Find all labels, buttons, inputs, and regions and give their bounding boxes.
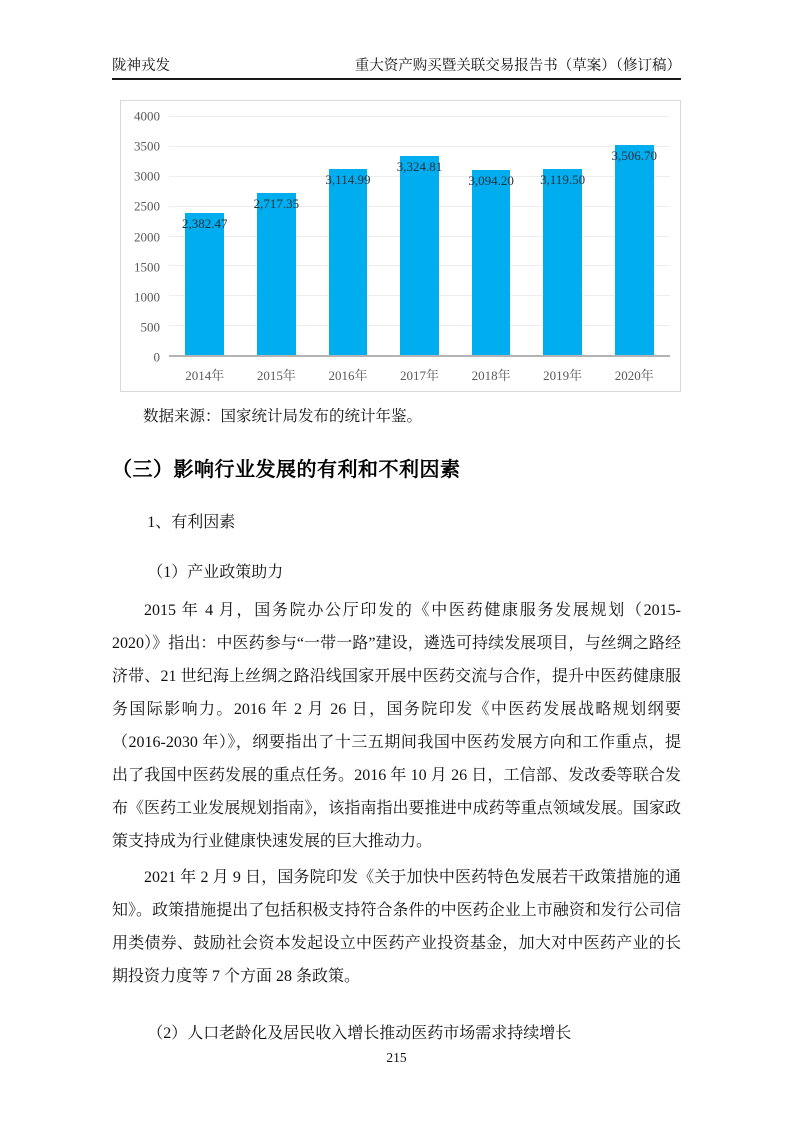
y-tick-label: 2500: [134, 198, 160, 214]
paragraph-policy-2015: 2015 年 4 月，国务院办公厅印发的《中医药健康服务发展规划（2015-2020）》指出：中医药参与“一带一路”建设，遴选可持续发展项目，与丝绸之路经济带、21 世纪海上丝绸之路沿线国家开展中医药交流与合作，提升中医药健康服务国际影响力。2016 年 2 月 26 日，国务院印发《中医药发展战略规划纲要（2016-2030 年）》，纲要指出了十三五期间我国中医药发展方向和工作重点，提出了我国中医药发展的重点任务。2016 年 10 月 26 日，工信部、发改委等联合发布《医药工业发展规划指南》，该指南指出要推进中成药等重点领域发展。国家政策支持成为行业健康快速发展的巨大推动力。: [112, 602, 681, 850]
bar-slot: [598, 116, 670, 355]
bar-value-label: 3,119.50: [540, 171, 586, 187]
x-tick-label: 2016年: [328, 367, 368, 383]
y-tick-label: 3500: [134, 138, 160, 154]
bar-slot: [527, 116, 599, 355]
bar: [325, 169, 371, 355]
section-heading: （三）影响行业发展的有利和不利因素: [112, 459, 461, 481]
bar-slot: [312, 116, 384, 355]
y-axis: [125, 108, 169, 365]
y-tick-label: 0: [153, 349, 160, 365]
bar: [253, 193, 300, 355]
plot-area: [169, 116, 670, 357]
bar: [396, 156, 443, 355]
data-source-note: 数据来源：国家统计局发布的统计年鉴。: [143, 408, 423, 425]
header-report-title: 重大资产购买暨关联交易报告书（草案）（修订稿）: [354, 58, 681, 74]
bar: [182, 213, 228, 355]
page-number: 215: [386, 1050, 407, 1065]
bar-value-label: 3,114.99: [325, 171, 371, 187]
y-tick-label: 500: [140, 319, 160, 335]
x-tick-label: 2017年: [400, 367, 440, 383]
bar-slot: [241, 116, 313, 355]
x-axis: [169, 357, 670, 391]
bar-value-label: 3,506.70: [611, 148, 657, 164]
bars: [169, 116, 670, 355]
y-tick-label: 3000: [134, 168, 160, 184]
x-tick-label: 2018年: [471, 367, 511, 383]
subheading-industry-policy: （1）产业政策助力: [147, 564, 284, 581]
bar-chart: [120, 100, 681, 392]
subheading-favorable-factors: 1、有利因素: [147, 514, 236, 531]
x-tick-label: 2019年: [543, 367, 583, 383]
bar: [468, 170, 514, 355]
y-tick-label: 4000: [134, 108, 160, 124]
bar-slot: [384, 116, 456, 355]
bar-slot: [455, 116, 527, 355]
bar: [540, 169, 586, 355]
y-tick-label: 2000: [134, 229, 160, 244]
subheading-population-aging: （2）人口老龄化及居民收入增长推动医药市场需求持续增长: [147, 1025, 572, 1042]
page-header: [112, 0, 681, 80]
x-tick-label: 2020年: [614, 367, 654, 383]
y-tick-label: 1500: [134, 259, 160, 275]
bar-value-label: 2,382.47: [182, 215, 228, 231]
paragraph-policy-2021: 2021 年 2 月 9 日，国务院印发《关于加快中医药特色发展若干政策措施的通知》。政策措施提出了包括积极支持符合条件的中医药企业上市融资和发行公司信用类债券、鼓励社会资本发起设立中医药产业投资基金，加大对中医药产业的长期投资力度等 7 个方面 28 条政策。: [112, 869, 681, 985]
bar: [611, 145, 657, 355]
y-tick-label: 1000: [134, 289, 160, 305]
bar-value-label: 3,324.81: [396, 159, 443, 175]
chart-main: [125, 108, 670, 365]
bar-value-label: 2,717.35: [253, 195, 300, 211]
x-tick-label: 2015年: [256, 367, 296, 383]
page-footer: [0, 1050, 793, 1066]
bar-slot: [169, 116, 241, 355]
header-company: 陇神戎发: [112, 58, 170, 74]
x-tick-label: 2014年: [185, 367, 225, 383]
bar-value-label: 3,094.20: [468, 173, 514, 189]
